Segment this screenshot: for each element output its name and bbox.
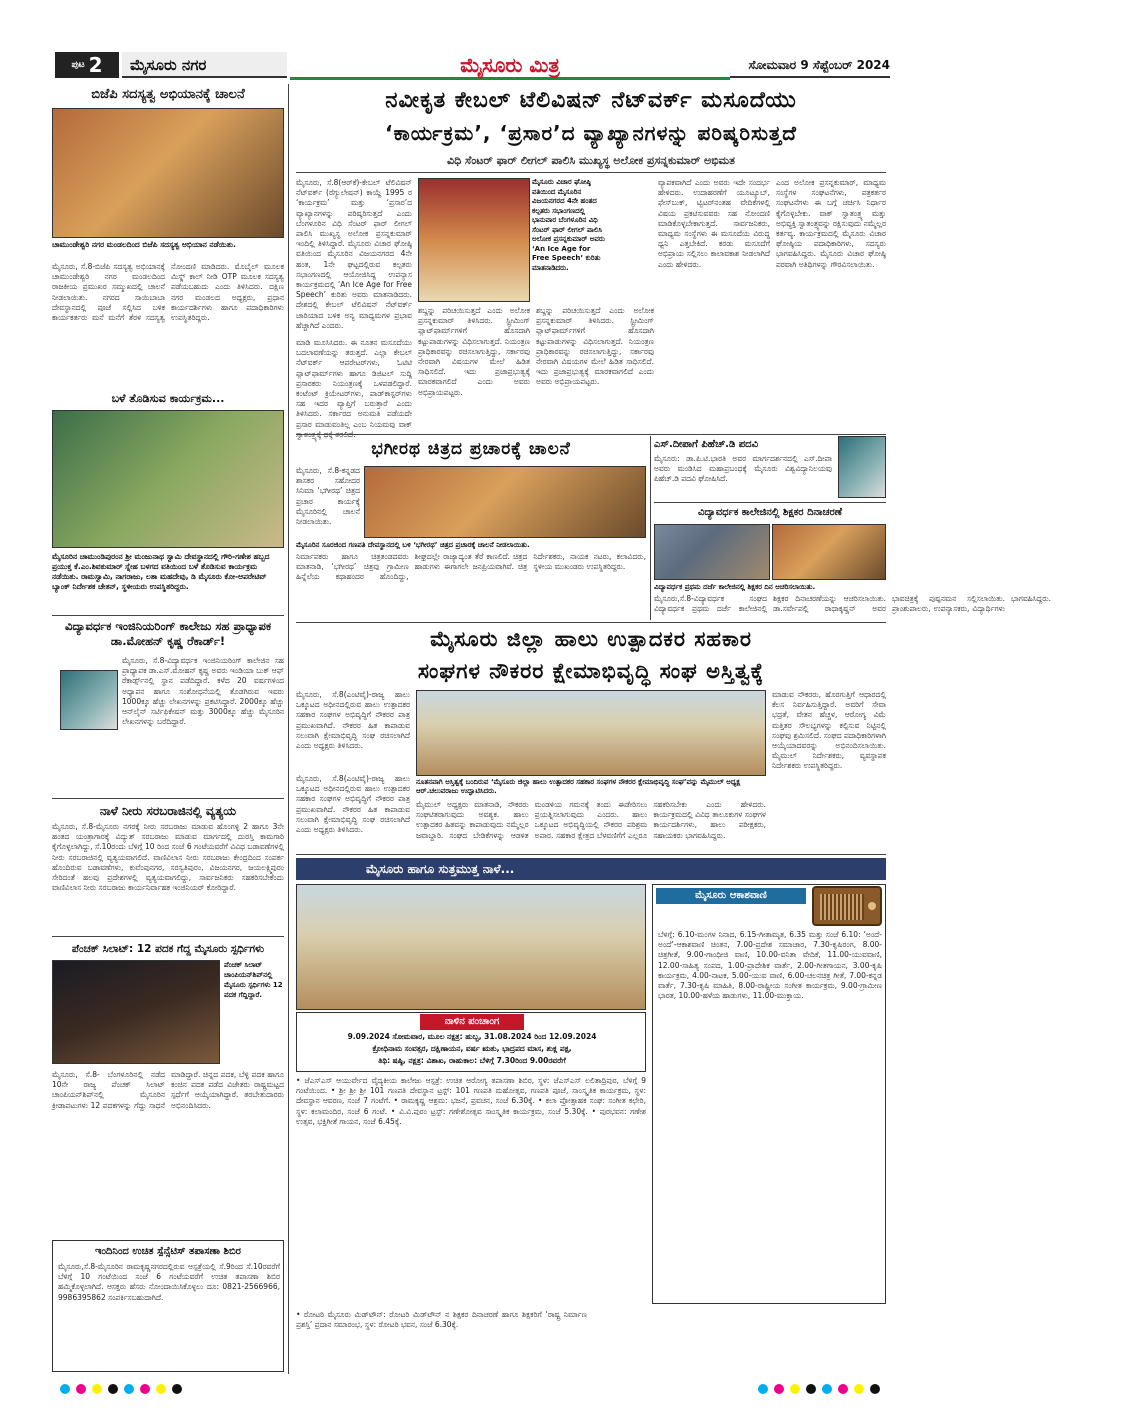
radio-icon (812, 886, 882, 926)
water-article: ಮೈಸೂರು, ಸೆ.8-ಮೈಸೂರು ನಗರಕ್ಕೆ ನೀರು ಸರಬರಾಜು ಮಾಡುವ ಹೊಂಗಳ್ಳಿ 2 ಹಾಗೂ 3ನೇ ಹಂತದ ಯಂತ್ರಾಗಾರಕ್ಕೆ ವಿದ್ಯುತ್ ಸರಬರಾಜು ಮಾಡುವ ಮಾರ್ಗದಲ್ಲಿ ದುರಸ್ತಿ ಕಾಮಗಾರಿ ಕೈಗೊಳ್ಳಲಾಗಿದ್ದು, ಸೆ.10ರಂದು ಬೆಳಿಗ್ಗೆ 10 ರಿಂದ ಸಂಜೆ 6 ಗಂಟೆಯವರೆಗೆ ವಿವಿಧ ಬಡಾವಣೆಗಳಲ್ಲಿ ನೀರು ಸರಬರಾಜಿನಲ್ಲಿ ವ್ಯತ್ಯಯವಾಗಲಿದೆ. ವಾಣಿವಿಲಾಸ ನೀರು ಸರಬರಾಜು ಕೇಂದ್ರದಿಂದ ಸಂಪರ್ಕ ಹೊಂದಿರುವ ಬಡಾವಣೆಗಳು, ಕುವೆಂಪುನಗರ, ಸರಸ್ವತಿಪುರಂ, ವಿಜಯನಗರ, ಜಯಲಕ್ಷ್ಮಿಪುರಂ ಸೇರಿದಂತೆ ಹಲವು ಪ್ರದೇಶಗಳಲ್ಲಿ ವ್ಯತ್ಯಯವಾಗಲಿದ್ದು, ಸಾರ್ವಜನಿಕರು ಸಹಕರಿಸಬೇಕೆಂದು ವಾಣಿವಿಲಾಸ ನೀರು ಸರಬರಾಜು ಕಾರ್ಯನಿರ್ವಾಹಕ ಇಂಜಿನಿಯರ್ ಕೋರಿದ್ದಾರೆ. (52, 822, 284, 893)
bangle-headline: ಬಳೆ ತೊಡಿಸುವ ಕಾರ್ಯಕ್ರಮ... (111, 392, 225, 405)
engineering-article: ಮೈಸೂರು, ಸೆ.8-ವಿದ್ಯಾವರ್ಧಕ ಇಂಜಿನಿಯರಿಂಗ್ ಕಾಲೇಜಿನ ಸಹ ಪ್ರಾಧ್ಯಾಪಕ ಡಾ.ಎಸ್.ಮೋಹನ್ ಕೃಷ್ಣ ಅವರು ಇಂಡಿಯಾ ಬುಕ್ ಆಫ್ ರೆಕಾರ್ಡ್ಸ್‌ನಲ್ಲಿ ಸ್ಥಾನ ಪಡೆದಿದ್ದಾರೆ. ಕಳೆದ 20 ವರ್ಷಗಳಿಂದ ಅಧ್ಯಾಪನ ಹಾಗೂ ಸಂಶೋಧನೆಯಲ್ಲಿ ತೊಡಗಿರುವ ಇವರು 1000ಕ್ಕೂ ಹೆಚ್ಚು ಲೇಖನಗಳನ್ನು ಪ್ರಕಟಿಸಿದ್ದಾರೆ. 2000ಕ್ಕೂ ಹೆಚ್ಚು ಆನ್‌ಲೈನ್ ಸರ್ಟಿಫಿಕೇಷನ್ ಮತ್ತು 3000ಕ್ಕೂ ಹೆಚ್ಚು ಮೈಸೂರಿನ ಲೇಖನಗಳನ್ನು ಬರೆದಿದ್ದಾರೆ. (122, 656, 284, 727)
camp-article: ಮೈಸೂರು,ಸೆ.8-ಮೈಸೂರಿನ ರಾಮಕೃಷ್ಣನಗರದಲ್ಲಿರುವ ಆಸ್ಪತ್ರೆಯಲ್ಲಿ ಸೆ.9ರಿಂದ ಸೆ.10ರವರೆಗೆ ಬೆಳಿಗ್ಗೆ 10 ಗಂಟೆಯಿಂದ ಸಂಜೆ 6 ಗಂಟೆಯವರೆಗೆ ಉಚಿತ ತಪಾಸಣಾ ಶಿಬಿರ ಹಮ್ಮಿಕೊಳ್ಳಲಾಗಿದೆ. ಆಸಕ್ತರು ಹೆಸರು ನೋಂದಾಯಿಸಿಕೊಳ್ಳಲು ದೂ: 0821-2566966, 9986395862 ಸಂಪರ್ಕಿಸಬಹುದಾಗಿದೆ. (58, 1262, 280, 1302)
dairy-caption: ನೂತನವಾಗಿ ಅಸ್ತಿತ್ವಕ್ಕೆ ಬಂದಿರುವ ‘ಮೈಸೂರು ಜಿಲ್ಲಾ ಹಾಲು ಉತ್ಪಾದಕರ ಸಹಕಾರ ಸಂಘಗಳ ನೌಕರರ ಕ್ಷೇಮಾಭಿವೃದ್ಧಿ ಸಂಘ’ವನ್ನು ಮೈಮುಲ್ ಅಧ್ಯಕ್ಷ ಆರ್.ಚಲುವರಾಜು ಉದ್ಘಾಟಿಸಿದರು. (416, 778, 741, 795)
dairy-left-article-2: ಮೈಸೂರು, ಸೆ.8(ಎಂಟಿವೈ)-ರಾಜ್ಯ ಹಾಲು ಒಕ್ಕೂಟದ ಅಧೀನದಲ್ಲಿರುವ ಹಾಲು ಉತ್ಪಾದಕರ ಸಹಕಾರ ಸಂಘಗಳ ಅಭಿವೃದ್ಧಿಗೆ ನೌಕರರ ಪಾತ್ರ ಪ್ರಮುಖವಾಗಿದೆ. ನೌಕರರ ಹಿತ ಕಾಪಾಡುವ ಸಲುವಾಗಿ ಕ್ಷೇಮಾಭಿವೃದ್ಧಿ ಸಂಘ ರಚಿಸಲಾಗಿದೆ ಎಂದು ಅಧ್ಯಕ್ಷರು ತಿಳಿಸಿದರು. (296, 774, 410, 835)
rule (52, 615, 284, 616)
lead-col-4: ವ್ಯಾಪಕವಾಗಿದೆ ಎಂದು ಅವರು ಇದೇ ಸಂದರ್ಭ ಹೇಳಿದರು. ಉದಾಹರಣೆಗೆ ಯೂಟ್ಯೂಬ್, ಫೇಸ್‌ಬುಕ್, ಟ್ವಿಟರ್‌ನಂತಹ ವೇದಿಕೆಗಳಲ್ಲಿ ವಿಷಯ ಪ್ರಕಟಿಸುವವರು ಸಹ ನೋಂದಣಿ ಮಾಡಿಕೊಳ್ಳಬೇಕಾಗುತ್ತದೆ. ಸಾರ್ವಜನಿಕರು, ಮಾಧ್ಯಮ ಸಂಸ್ಥೆಗಳು ಈ ಮಸೂದೆಯ ವಿರುದ್ಧ ಧ್ವನಿ ಎತ್ತಬೇಕಿದೆ. ಕರಡು ಮಸೂದೆಗೆ ಅಭಿಪ್ರಾಯ ಸಲ್ಲಿಸಲು ಕಾಲಾವಕಾಶ ನೀಡಲಾಗಿದೆ ಎಂದು ಹೇಳಿದರು. (658, 178, 770, 269)
bhagiratha-photo (364, 466, 646, 538)
pencak-article: ಮೈಸೂರು, ಸೆ.8- ಬೆಂಗಳೂರಿನಲ್ಲಿ ನಡೆದ 10ನೇ ರಾಜ್ಯ ಪೆಂಚಕ್ ಸಿಲಾಟ್ ಚಾಂಪಿಯನ್‌ಶಿಪ್‌ನಲ್ಲಿ ಮೈಸೂರಿನ ಕ್ರೀಡಾಪಟುಗಳು 12 ಪದಕಗಳನ್ನು ಗೆದ್ದು ಸಾಧನೆ ಮಾಡಿದ್ದಾರೆ. ಚಿನ್ನದ ಪದಕ, ಬೆಳ್ಳಿ ಪದಕ ಹಾಗೂ ಕಂಚಿನ ಪದಕ ಪಡೆದ ವಿಜೇತರು ರಾಷ್ಟ್ರಮಟ್ಟದ ಸ್ಪರ್ಧೆಗೆ ಆಯ್ಕೆಯಾಗಿದ್ದಾರೆ. ತರಬೇತುದಾರರು ಅಭಿನಂದಿಸಿದರು. (52, 1070, 284, 1110)
lead-photo (418, 178, 530, 302)
lead-col-2: ಮಾಡಿ ಮೂಸಿಸಿದರು. ಈ ನೂತನ ಮಸೂದೆಯು ಬದಲಾವಣೆಯನ್ನು ತರುತ್ತದೆ. ಎಲ್ಲಾ ಕೇಬಲ್ ನೆಟ್‌ವರ್ಕ್ ಆಪರೇಟರ್‌ಗಳು, ಓಟಿಟಿ ಪ್ಲಾಟ್‌ಫಾರ್ಮ್‌ಗಳು ಹಾಗೂ ಡಿಜಿಟಲ್ ಸುದ್ದಿ ಪ್ರಸಾರಕರು ನಿಯಂತ್ರಣಕ್ಕೆ ಒಳಪಡಲಿದ್ದಾರೆ. ಕಂಟೆಂಟ್ ಕ್ರಿಯೇಟರ್‌ಗಳು, ಪಾಡ್‌ಕಾಸ್ಟರ್‌ಗಳು ಸಹ ಇದರ ವ್ಯಾಪ್ತಿಗೆ ಬರುತ್ತಾರೆ ಎಂದು ತಿಳಿಸಿದರು. ಸರ್ಕಾರದ ಅನುಮತಿ ಪಡೆಯದೇ ಪ್ರಸಾರ ಮಾಡುವಂತಿಲ್ಲ ಎಂಬ ನಿಯಮವು ವಾಕ್ (296, 338, 412, 429)
masthead-logo: ಮೈಸೂರು ಮಿತ್ರ (290, 50, 730, 80)
radio-headline: ಮೈಸೂರು ಆಕಾಶವಾಣಿ (656, 888, 806, 904)
bjp-caption: ಚಾಮುಂಡೇಶ್ವರಿ ನಗರ ಮಂಡಲದಿಂದ ಬಿಜೆಪಿ ಸದಸ್ಯತ್ವ ಅಭಿಯಾನ ನಡೆಯಿತು. (52, 240, 236, 249)
lead-col-1: ಮೈಸೂರು, ಸೆ.8(ಆರ್‌ಕೆ)-ಕೇಬಲ್ ಟೆಲಿವಿಷನ್ ನೆಟ್‌ವರ್ಕ್ (ರೆಗ್ಯುಲೇಷನ್) ಕಾಯ್ದೆ 1995 ರ ‘ಕಾರ್ಯಕ್ರಮ’ ಮತ್ತು ‘ಪ್ರಸಾರ’ದ ವ್ಯಾಖ್ಯಾನಗಳನ್ನು ಪರಿಷ್ಕರಿಸುತ್ತದೆ ಎಂದು ಬೆಂಗಳೂರಿನ ವಿಧಿ ಸೆಂಟರ್ ಫಾರ್ ಲೀಗಲ್ ಪಾಲಿಸಿ ಮುಖ್ಯಸ್ಥ ಅಲೋಕ ಪ್ರಸನ್ನಕುಮಾರ್ ಇಂದಿಲ್ಲಿ ತಿಳಿಸಿದ್ದಾರೆ. ಮೈಸೂರು ವಿಚಾರ ಘೋಷ್ಠಿ ವತಿಯಿಂದ ಮೈಸೂರಿನ ವಿಜಯನಗರದ 4ನೇ ಹಂತ, 1ನೇ ಘಟ್ಟದಲ್ಲಿರುವ ಕಲ್ಪತರು ಸಭಾಂಗಣದಲ್ಲಿ ಆಯೋಜಿಸಿದ್ದ ಉಪನ್ಯಾಸ ಕಾರ್ಯಕ್ರಮದಲ್ಲಿ ‘An Ice Age for Free Speech’ ಕುರಿತು ಅವರು ಮಾತನಾಡಿದರು. ದೇಶದಲ್ಲಿ ಕೇಬಲ್ ಟೆಲಿವಿಷನ್ ನೆಟ್‌ವರ್ಕ್ ಜಾರಿಯಾದ ಬಳಿಕ ಅನ್ಯ ಮಾಧ್ಯಮಗಳ ಪ್ರಭಾವ ಹೆಚ್ಚಾಗಿದೆ ಎಂದರು. (296, 178, 412, 330)
bhagiratha-caption: ಮೈಸೂರಿನ ಸೂರಜಿಂದ ಗಣಪತಿ ದೇವಸ್ಥಾನದಲ್ಲಿ ಬಳಿ ‘ಭಗೀರಥ’ ಚಿತ್ರದ ಪ್ರಚಾರಕ್ಕೆ ಚಾಲನೆ ನೀಡಲಾಯಿತು. (296, 541, 530, 549)
teachers-photo-2 (772, 524, 886, 580)
panchanga-line-3: ತಿಥಿ: ಷಷ್ಠಿ, ನಕ್ಷತ್ರ: ವಿಶಾಖ, ರಾಹುಕಾಲ: ಬೆಳಿಗ್ಗೆ 7.30ರಿಂದ 9.00ರವರೆಗೆ (378, 1056, 566, 1065)
camp-headline: ಇಂದಿನಿಂದ ಉಚಿತ ಸ್ಪೆನ್ಸೆಟಿಸ್ ತಪಾಸಣಾ ಶಿಬಿರ (95, 1246, 241, 1257)
lead-col-2b: ಶಬ್ದನ್ನು ಪರಿಚಯಿಸುತ್ತದೆ ಎಂದು ಅಲೋಕ ಪ್ರಸನ್ನಕುಮಾರ್ ತಿಳಿಸಿದರು. ಸ್ಟ್ರೀಮಿಂಗ್ ಪ್ಲಾಟ್‌ಫಾರ್ಮ್‌ಗಳಿಗೆ ಹೊಸದಾಗಿ ಕಟ್ಟುಪಾಡುಗಳನ್ನು ವಿಧಿಸಲಾಗುತ್ತದೆ. ನಿಯಂತ್ರಣ ಪ್ರಾಧಿಕಾರವನ್ನು ರಚಿಸಲಾಗುತ್ತಿದ್ದು, ಸರ್ಕಾರವು ನೇರವಾಗಿ ವಿಷಯಗಳ ಮೇಲೆ ಹಿಡಿತ ಸಾಧಿಸಲಿದೆ. ಇದು ಪ್ರಜಾಪ್ರಭುತ್ವಕ್ಕೆ ಮಾರಕವಾಗಲಿದೆ ಎಂದು ಅವರು ಅಭಿಪ್ರಾಯಪಟ್ಟರು. (418, 306, 530, 397)
rule (296, 172, 886, 173)
dairy-lower-article: ಮೈಮುಲ್ ಅಧ್ಯಕ್ಷರು ಮಾತನಾಡಿ, ನೌಕರರು ಸಂಘಟಿತರಾಗುವುದು ಅವಶ್ಯಕ. ಹಾಲು ಉತ್ಪಾದಕರ ಹಿತವನ್ನು ಕಾಪಾಡುವುದು ನಮ್ಮೆಲ್ಲರ ಜವಾಬ್ದಾರಿ. ಸಂಘದ ಬೇಡಿಕೆಗಳನ್ನು ಆಡಳಿತ ಮಂಡಳಿಯ ಗಮನಕ್ಕೆ ತಂದು ಈಡೇರಿಸಲು ಪ್ರಯತ್ನಿಸಲಾಗುವುದು ಎಂದರು. ಹಾಲು ಒಕ್ಕೂಟದ ಅಭಿವೃದ್ಧಿಯಲ್ಲಿ ನೌಕರರ ಪರಿಶ್ರಮ ಅಪಾರ. ಸಹಕಾರ ಕ್ಷೇತ್ರದ ಬೆಳವಣಿಗೆಗೆ ಎಲ್ಲರೂ ಸಹಕರಿಸಬೇಕು ಎಂದು ಹೇಳಿದರು. ಕಾರ್ಯಕ್ರಮದಲ್ಲಿ ವಿವಿಧ ತಾಲೂಕುಗಳ ಸಂಘಗಳ ಕಾರ್ಯದರ್ಶಿಗಳು, ಹಾಲು ಪರೀಕ್ಷಕರು, ಸಹಾಯಕರು ಭಾಗವಹಿಸಿದ್ದರು. (416, 800, 766, 840)
pencak-headline: ಪೆಂಚಕ್ ಸಿಲಾಟ್: 12 ಪದಕ ಗೆದ್ದ ಮೈಸೂರು ಸ್ಪರ್ಧಿಗಳು (71, 943, 265, 955)
rule (52, 798, 284, 799)
pencak-photo (52, 960, 220, 1064)
lead-col-5: ಎಂದ ಅಲೋಕ ಪ್ರಸನ್ನಕುಮಾರ್, ಮಾಧ್ಯಮ ಸಂಸ್ಥೆಗಳ ಸಂಘಟನೆಗಳು, ಪತ್ರಕರ್ತರ ಸಂಘಟನೆಗಳು ಈ ಬಗ್ಗೆ ಚರ್ಚಿಸಿ ನಿರ್ಧಾರ ಕೈಗೊಳ್ಳಬೇಕು. ವಾಕ್ ಸ್ವಾತಂತ್ರ್ಯ ಮತ್ತು ಅಭಿವ್ಯಕ್ತಿ ಸ್ವಾತಂತ್ರ್ಯವನ್ನು ರಕ್ಷಿಸುವುದು ನಮ್ಮೆಲ್ಲರ ಕರ್ತವ್ಯ. ಕಾರ್ಯಕ್ರಮದಲ್ಲಿ ಮೈಸೂರು ವಿಚಾರ ಘೋಷ್ಠಿಯ ಪದಾಧಿಕಾರಿಗಳು, ಸದಸ್ಯರು ಭಾಗವಹಿಸಿದ್ದರು. ಮೈಸೂರು ವಿಚಾರ ಘೋಷ್ಠಿ ಪರವಾಗಿ ಅತಿಥಿಗಳನ್ನು ಗೌರವಿಸಲಾಯಿತು. (776, 178, 886, 269)
teachers-photo-1 (654, 524, 770, 580)
bhagiratha-side-article: ಮೈಸೂರು, ಸೆ.8-ಕನ್ನಡದ ಶಾಸಕರ ಸಹೋದರ ಸಿನಿಮಾ ‘ಭಗೀರಥ’ ಚಿತ್ರದ ಪ್ರಚಾರ ಕಾರ್ಯಕ್ಕೆ ಮೈಸೂರಿನಲ್ಲಿ ಚಾಲನೆ ನೀಡಲಾಯಿತು. (296, 466, 360, 527)
bangle-caption: ಮೈಸೂರಿನ ಚಾಮುಂಡಿಪುರಂನ ಶ್ರೀ ಮಂಜುನಾಥ ಸ್ವಾಮಿ ದೇವಸ್ಥಾನದಲ್ಲಿ ಗೌರಿ-ಗಣೇಶ ಹಬ್ಬದ ಪ್ರಯುಕ್ತ ಕೆ.ಎಂ.ಶಿವಕುಮಾರ್ ಸ್ನೇಹ ಬಳಗದ ವತಿಯಿಂದ ಬಳೆ ತೊಡಿಸುವ ಕಾರ್ಯಕ್ರಮ ನಡೆಯಿತು. ರಾಮಸ್ವಾಮಿ, ನಾಗರಾಜು, ಲತಾ ಮಹದೇವು, ಡಿ ಮೈಸೂರು ಕೋ-ಆಪರೇಟಿವ್ ಬ್ಯಾಂಕ್ ನಿರ್ದೇಶಕ ಚೇತನ್, ಸ್ಥಳೀಯರು ಉಪಸ್ಥಿತರಿದ್ದರು. (52, 552, 270, 591)
events-listing: • ಜೆಎಸ್‌ಎಸ್ ಆಯುರ್ವೇದ ವೈದ್ಯಕೀಯ ಕಾಲೇಜು ಆಸ್ಪತ್ರೆ: ಉಚಿತ ಆರೋಗ್ಯ ತಪಾಸಣಾ ಶಿಬಿರ, ಸ್ಥಳ: ಜೆಎಸ್‌ಎಸ್ ಲಲಿತಾದ್ರಿಪುರ, ಬೆಳಿಗ್ಗೆ 9 ಗಂಟೆಯಿಂದ. • ಶ್ರೀ ಶ್ರೀ ಶ್ರೀ 101 ಗಣಪತಿ ದೇವಸ್ಥಾನ ಟ್ರಸ್ಟ್: 101 ಗಣಪತಿ ಮಹೋತ್ಸವ, ಗಣಪತಿ ಪೂಜೆ, ಸಾಂಸ್ಕೃತಿಕ ಕಾರ್ಯಕ್ರಮ, ಸ್ಥಳ: ದೇವಸ್ಥಾನ ಆವರಣ, ಸಂಜೆ 7 ಗಂಟೆಗೆ. • ರಾಮಕೃಷ್ಣ ಆಶ್ರಮ: ಭಜನೆ, ಪ್ರವಚನ, ಸಂಜೆ 6.30ಕ್ಕೆ. • ಕಲಾ ಪ್ರೋತ್ಸಾಹಕ ಸಂಘ: ಸಂಗೀತ ಕಛೇರಿ, ಸ್ಥಳ: ಕಲಾಮಂದಿರ, ಸಂಜೆ 6 ಗಂಟೆ. • ವಿ.ವಿ.ಪುರಂ ಟ್ರಸ್ಟ್: ಗಣೇಶೋತ್ಸವ ಸಾಂಸ್ಕೃತಿಕ ಕಾರ್ಯಕ್ರಮ, ಸಂಜೆ 5.30ಕ್ಕೆ. • ಪುರಭವನ: ಗಣೇಶ ಉತ್ಸವ, ಭಕ್ತಿಗೀತೆ ಗಾಯನ, ಸಂಜೆ 6.45ಕ್ಕೆ. (296, 1076, 646, 1126)
rule (52, 936, 284, 937)
dairy-headline-2: ಸಂಘಗಳ ನೌಕರರ ಕ್ಷೇಮಾಭಿವೃದ್ಧಿ ಸಂಘ ಅಸ್ತಿತ್ವಕ್ಕೆ (417, 659, 765, 683)
tomorrow-banner: ಮೈಸೂರು ಹಾಗೂ ಸುತ್ತಮುತ್ತ ನಾಳೆ... (296, 858, 886, 880)
teachers-caption: ವಿದ್ಯಾವರ್ಧಕ ಪ್ರಥಮ ದರ್ಜೆ ಕಾಲೇಜಿನಲ್ಲಿ ಶಿಕ್ಷಕರ ದಿನ ಆಚರಿಸಲಾಯಿತು. (654, 583, 816, 591)
rule (654, 502, 886, 503)
lead-subhead: ವಿಧಿ ಸೆಂಟರ್ ಫಾರ್ ಲೀಗಲ್ ಪಾಲಿಸಿ ಮುಖ್ಯಸ್ಥ ಅಲೋಕ ಪ್ರಸನ್ನಕುಮಾರ್ ಅಭಿಮತ (447, 154, 735, 167)
phd-article: ಮೈಸೂರು: ಡಾ.ಪಿ.ಟಿ.ಭಾರತಿ ಅವರ ಮಾರ್ಗದರ್ಶನದಲ್ಲಿ ಎಸ್.ದೀಪಾ ಅವರು ಮಂಡಿಸಿದ ಮಹಾಪ್ರಬಂಧಕ್ಕೆ ಮೈಸೂರು ವಿಶ್ವವಿದ್ಯಾನಿಲಯವು ಪಿಹೆಚ್.ಡಿ ಪದವಿ ಘೋಷಿಸಿದೆ. (654, 454, 832, 484)
panchanga-headline: ನಾಳಿನ ಪಂಚಾಂಗ (420, 1014, 524, 1030)
dairy-headline-1: ಮೈಸೂರು ಜಿಲ್ಲಾ ಹಾಲು ಉತ್ಪಾದಕರ ಸಹಕಾರ (430, 627, 752, 651)
engineering-headline: ವಿದ್ಯಾವರ್ಧಕ ಇಂಜಿನಿಯರಿಂಗ್ ಕಾಲೇಜು ಸಹ ಪ್ರಾಧ್ಯಾಪಕ ಡಾ.ಮೋಹನ್ ಕೃಷ್ಣ ರೆಕಾರ್ಡ್! (64, 619, 272, 648)
rule (296, 854, 886, 855)
phd-portrait (838, 436, 886, 498)
registration-marks-right (680, 1384, 880, 1396)
issue-date: ಸೋಮವಾರ 9 ಸೆಪ್ಟೆಂಬರ್ 2024 (730, 52, 890, 78)
panchanga-line-2: ಕ್ರೋಧಿನಾಮ ಸಂವತ್ಸರ, ದಕ್ಷಿಣಾಯನ, ವರ್ಷ ಋತು, ಭಾದ್ರಪದ ಮಾಸ, ಶುಕ್ಲ ಪಕ್ಷ, (372, 1044, 572, 1053)
bjp-headline: ಬಿಜೆಪಿ ಸದಸ್ಯತ್ವ ಅಭಿಯಾನಕ್ಕೆ ಚಾಲನೆ (91, 87, 245, 102)
rule (296, 434, 886, 435)
lead-headline-1: ನವೀಕೃತ ಕೇಬಲ್ ಟೆಲಿವಿಷನ್ ನೆಟ್‌ವರ್ಕ್ ಮಸೂದೆಯು (385, 88, 797, 113)
water-headline: ನಾಳೆ ನೀರು ಸರಬರಾಜಿನಲ್ಲಿ ವ್ಯತ್ಯಯ (99, 804, 237, 818)
panchanga-line-1: 9.09.2024 ಸೋಮವಾರ, ಮೂಲ ನಕ್ಷತ್ರ: ಹುಬ್ಬ, 31.08.2024 ರಿಂದ 12.09.2024 (347, 1032, 597, 1041)
page-number: 2 (88, 53, 103, 77)
bangle-photo (52, 410, 284, 548)
teachers-headline: ವಿದ್ಯಾವರ್ಧಕ ಕಾಲೇಜಿನಲ್ಲಿ ಶಿಕ್ಷಕರ ದಿನಾಚರಣೆ (697, 507, 843, 518)
dairy-right-article: ಮಾಡುವ ನೌಕರರು, ಹೊರಗುತ್ತಿಗೆ ಆಧಾರದಲ್ಲಿ ಕೆಲಸ ನಿರ್ವಹಿಸುತ್ತಿದ್ದಾರೆ. ಅವರಿಗೆ ಸೇವಾ ಭದ್ರತೆ, ವೇತನ ಹೆಚ್ಚಳ, ಆರೋಗ್ಯ ವಿಮೆ ಮತ್ತಿತರ ಸೌಲಭ್ಯಗಳನ್ನು ಕಲ್ಪಿಸುವ ನಿಟ್ಟಿನಲ್ಲಿ ಸಂಘವು ಶ್ರಮಿಸಲಿದೆ. ಸಂಘದ ಪದಾಧಿಕಾರಿಗಳಾಗಿ ಆಯ್ಕೆಯಾದವರನ್ನು ಅಭಿನಂದಿಸಲಾಯಿತು. ಮೈಮುಲ್ ನಿರ್ದೇಶಕರು, ವ್ಯವಸ್ಥಾಪಕ ನಿರ್ದೇಶಕರು ಉಪಸ್ಥಿತರಿದ್ದರು. (772, 690, 886, 771)
page-number-box (55, 52, 119, 78)
radio-schedule: ಬೆಳಿಗ್ಗೆ: 6.10-ಮಂಗಳ ನಿನಾದ, 6.15-ಗೀತಾಮೃತ, 6.35 ಮತ್ತು ಸಂಜೆ 6.10: ‘ಅಂದೆ-ಅಂದೆ’-ಆಕಾಶವಾಣಿ ಚಿಂತನ, 7.00-ಪ್ರದೇಶ ಸಮಾಚಾರ, 7.30-ಕೃಷಿರಂಗ, 8.00-ಚಿತ್ರಗೀತೆ, 9.00-ಗಾಂಧೀಜಿ ವಾಣಿ, 10.00-ವನಿತಾ ವೇದಿಕೆ, 11.00-ಯುವವಾಣಿ, 12.00-ಸಾಹಿತ್ಯ ಸಂಪದ, 1.00-ಪ್ರಾದೇಶಿಕ ವಾರ್ತೆ, 2.00-ಗೀತಗಾಯನ, 3.00-ಕೃಷಿ ಕಾರ್ಯಕ್ರಮ, 4.00-ನಾಟಕ, 5.00-ಯುವ ವಾಣಿ, 6.00-ಚಲನಚಿತ್ರ ಗೀತೆ, 7.00-ಕನ್ನಡ ವಾರ್ತೆ, 7.30-ಕೃಷಿ ಮಾಹಿತಿ, 8.00-ರಾಷ್ಟ್ರೀಯ ಸಂಗೀತ ಕಾರ್ಯಕ್ರಮ, 9.00-ಗ್ರಾಮೀಣ ಭಾರತ, 10.00-ಹಳೆಯ ಹಾಡುಗಳು, 11.00-ಮುಕ್ತಾಯ. (658, 930, 882, 1001)
column-divider (650, 436, 651, 620)
phd-headline: ಎಸ್.ದೀಪಾಗೆ ಪಿಹೆಚ್.ಡಿ ಪದವಿ (654, 439, 759, 450)
rotary-listing: • ರೋಟರಿ ಮೈಸೂರು ಮಿಡ್‌ಟೌನ್: ರೋಟರಿ ಮಿಡ್‌ಟೌನ್ ನ ಶಿಕ್ಷಕರ ದಿನಾಚರಣೆ ಹಾಗೂ ಶಿಕ್ಷಕರಿಗೆ ‘ರಾಷ್ಟ್ರ ನಿರ್ಮಾಣ ಪ್ರಶಸ್ತಿ’ ಪ್ರದಾನ ಸಮಾರಂಭ, ಸ್ಥಳ: ರೋಟರಿ ಭವನ, ಸಂಜೆ 6.30ಕ್ಕೆ. (296, 1310, 587, 1330)
registration-marks-left (60, 1384, 320, 1396)
column-divider (288, 84, 289, 1374)
section-title: ಮೈಸೂರು ನಗರ (122, 52, 287, 78)
dairy-photo (416, 690, 766, 776)
page-label: ಪುಟ (71, 60, 85, 70)
dairy-left-article: ಮೈಸೂರು, ಸೆ.8(ಎಂಟಿವೈ)-ರಾಜ್ಯ ಹಾಲು ಒಕ್ಕೂಟದ ಅಧೀನದಲ್ಲಿರುವ ಹಾಲು ಉತ್ಪಾದಕರ ಸಹಕಾರ ಸಂಘಗಳ ಅಭಿವೃದ್ಧಿಗೆ ನೌಕರರ ಪಾತ್ರ ಪ್ರಮುಖವಾಗಿದೆ. ನೌಕರರ ಹಿತ ಕಾಪಾಡುವ ಸಲುವಾಗಿ ಕ್ಷೇಮಾಭಿವೃದ್ಧಿ ಸಂಘ ರಚಿಸಲಾಗಿದೆ ಎಂದು ಅಧ್ಯಕ್ಷರು ತಿಳಿಸಿದರು. (296, 690, 410, 751)
bjp-photo (52, 108, 284, 238)
pencak-side-caption: ಪೆಂಚಕ್ ಸಿಲಾಟ್ ಚಾಂಪಿಯನ್‌ಶಿಪ್‌ನಲ್ಲಿ ಮೈಸೂರು ಸ್ಪರ್ಧಿಗಳು 12 ಪದಕ ಗೆದ್ದಿದ್ದಾರೆ. (224, 961, 283, 999)
bjp-article: ಮೈಸೂರು, ಸೆ.8-ಬಿಜೆಪಿ ಸದಸ್ಯತ್ವ ಅಭಿಯಾನಕ್ಕೆ ಚಾಮುಂಡೇಶ್ವರಿ ನಗರ ಮಂಡಲದಿಂದ ರಾಜಕೀಯ ಪ್ರಮುಖರ ಸಮ್ಮುಖದಲ್ಲಿ ಚಾಲನೆ ನೀಡಲಾಯಿತು. ನಗರದ ಸಾಯಿಬಾಬಾ ದೇವಸ್ಥಾನದಲ್ಲಿ ಪೂಜೆ ಸಲ್ಲಿಸಿದ ಬಳಿಕ ಕಾರ್ಯಕರ್ತರು ಮನೆ ಮನೆಗೆ ತೆರಳಿ ಸದಸ್ಯತ್ವ ನೋಂದಣಿ ಮಾಡಿದರು. ಮೊಬೈಲ್ ಮೂಲಕ ಮಿಸ್ಡ್ ಕಾಲ್ ನೀಡಿ OTP ಮೂಲಕ ಸದಸ್ಯತ್ವ ಪಡೆಯಬಹುದು ಎಂದು ತಿಳಿಸಿದರು. ದಕ್ಷಿಣ ನಗರ ಮಂಡಲದ ಅಧ್ಯಕ್ಷರು, ಪ್ರಧಾನ ಕಾರ್ಯದರ್ಶಿಗಳು ಹಾಗೂ ಪದಾಧಿಕಾರಿಗಳು ಉಪಸ್ಥಿತರಿದ್ದರು. (52, 262, 284, 323)
teachers-article: ಮೈಸೂರು,ಸೆ.8-ವಿದ್ಯಾವರ್ಧಕ ಸಂಘದ ವಿದ್ಯಾವರ್ಧಕ ಪ್ರಥಮ ದರ್ಜೆ ಕಾಲೇಜಿನಲ್ಲಿ ಶಿಕ್ಷಕರ ದಿನಾಚರಣೆಯನ್ನು ಆಚರಿಸಲಾಯಿತು. ಡಾ.ಸರ್ವೇಪಲ್ಲಿ ರಾಧಾಕೃಷ್ಣನ್ ಅವರ ಭಾವಚಿತ್ರಕ್ಕೆ ಪುಷ್ಪನಮನ ಸಲ್ಲಿಸಲಾಯಿತು. ಪ್ರಾಂಶುಪಾಲರು, ಉಪನ್ಯಾಸಕರು, ವಿದ್ಯಾರ್ಥಿಗಳು ಭಾಗವಹಿಸಿದ್ದರು. (654, 594, 1052, 614)
bhagiratha-article: ನಿರ್ಮಾಪಕರು ಹಾಗೂ ಚಿತ್ರತಂಡದವರು ಮಾತನಾಡಿ, ‘ಭಗೀರಥ’ ಚಿತ್ರವು ಗ್ರಾಮೀಣ ಹಿನ್ನೆಲೆಯ ಕಥಾಹಂದರ ಹೊಂದಿದ್ದು, ಶೀಘ್ರದಲ್ಲೇ ರಾಜ್ಯಾದ್ಯಂತ ತೆರೆ ಕಾಣಲಿದೆ. ಚಿತ್ರದ ಹಾಡುಗಳು ಈಗಾಗಲೇ ಜನಪ್ರಿಯವಾಗಿವೆ. ಚಿತ್ರ ನಿರ್ದೇಶಕರು, ನಾಯಕ ನಟರು, ಕಲಾವಿದರು, ಸ್ಥಳೀಯ ಮುಖಂಡರು ಉಪಸ್ಥಿತರಿದ್ದರು. (296, 552, 646, 582)
lead-headline-2: ‘ಕಾರ್ಯಕ್ರಮ’, ‘ಪ್ರಸಾರ’ದ ವ್ಯಾಖ್ಯಾನಗಳನ್ನು ಪರಿಷ್ಕರಿಸುತ್ತದೆ (385, 121, 797, 145)
professor-photo (60, 670, 118, 730)
mysore-palace-photo (296, 884, 646, 1010)
bhagiratha-headline: ಭಗೀರಥ ಚಿತ್ರದ ಪ್ರಚಾರಕ್ಕೆ ಚಾಲನೆ (371, 439, 571, 459)
rule (296, 622, 886, 623)
lead-photo-caption: ಮೈಸೂರು ವಿಚಾರ ಘೋಷ್ಠಿ ವತಿಯಿಂದ ಮೈಸೂರಿನ ವಿಜಯನಗರದ 4ನೇ ಹಂತದ ಕಲ್ಪತರು ಸಭಾಂಗಣದಲ್ಲಿ ಭಾನುವಾರ ಬೆಂಗಳೂರಿನ ವಿಧಿ ಸೆಂಟರ್ ಫಾರ್ ಲೀಗಲ್ ಪಾಲಿಸಿ ಅಲೋಕ ಪ್ರಸನ್ನಕುಮಾರ್ ಅವರು ‘An Ice Age for Free Speech’ ಕುರಿತು ಮಾತನಾಡಿದರು. (532, 178, 605, 272)
lead-col-3: ಶಬ್ದನ್ನು ಪರಿಚಯಿಸುತ್ತದೆ ಎಂದು ಅಲೋಕ ಪ್ರಸನ್ನಕುಮಾರ್ ತಿಳಿಸಿದರು. ಸ್ಟ್ರೀಮಿಂಗ್ ಪ್ಲಾಟ್‌ಫಾರ್ಮ್‌ಗಳಿಗೆ ಹೊಸದಾಗಿ ಕಟ್ಟುಪಾಡುಗಳನ್ನು ವಿಧಿಸಲಾಗುತ್ತದೆ. ನಿಯಂತ್ರಣ ಪ್ರಾಧಿಕಾರವನ್ನು ರಚಿಸಲಾಗುತ್ತಿದ್ದು, ಸರ್ಕಾರವು ನೇರವಾಗಿ ವಿಷಯಗಳ ಮೇಲೆ ಹಿಡಿತ ಸಾಧಿಸಲಿದೆ. ಇದು ಪ್ರಜಾಪ್ರಭುತ್ವಕ್ಕೆ ಮಾರಕವಾಗಲಿದೆ ಎಂದು ಅವರು ಅಭಿಪ್ರಾಯಪಟ್ಟರು. (536, 306, 654, 387)
